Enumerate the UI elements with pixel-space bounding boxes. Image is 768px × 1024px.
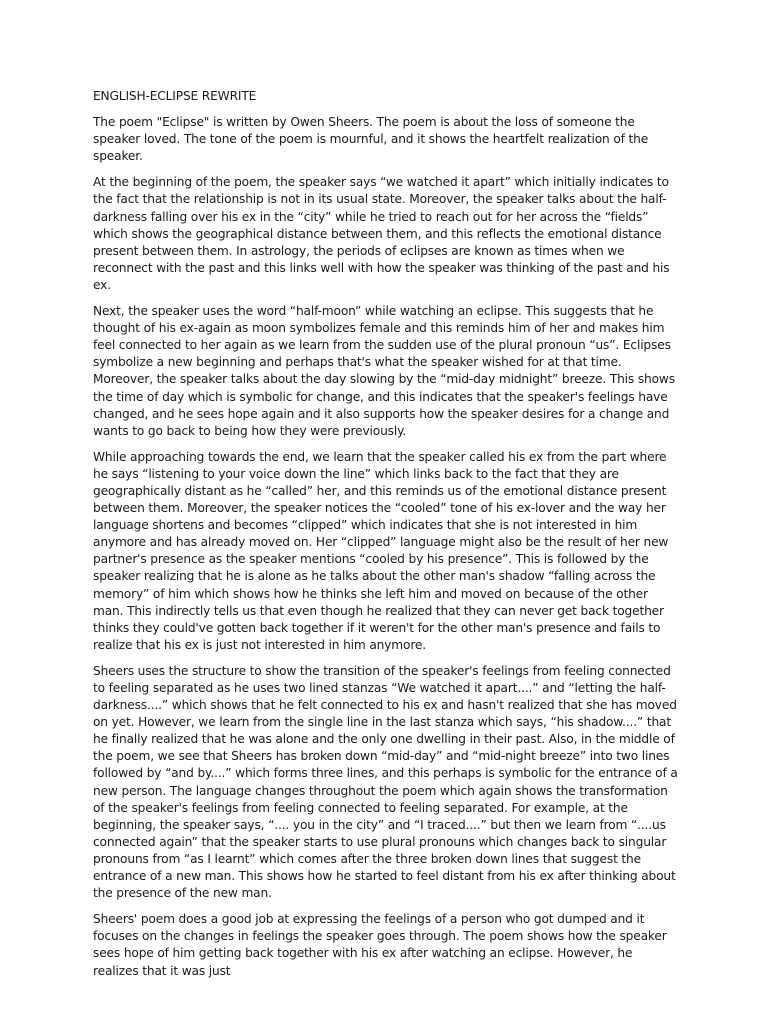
paragraph-ending-analysis: While approaching towards the end, we learn that the speaker called his ex from the part where he says “listening to your voice down the line” which links back to the fact that they are geographically distant as he “called” her, and this reminds us of the emotional distance present between them. Moreover, the speaker notices the “cooled” tone of his ex-lover and the way her language shortens and becomes “clipped” which indicates that she is not interested in him anymore and has already moved on. Her “clipped” language might also be the result of her new partner's presence as the speaker mentions “cooled by his presence”. This is followed by the speaker realizing that he is alone as he talks about the other man's shadow “falling across the memory” of him which shows how he thinks she left him and moved on because of the other man. This indirectly tells us that even though he realized that they can never get back together thinks they could've gotten back together if it weren't for the other man's presence and fails to realize that his ex is just not interested in him anymore. [93, 449, 669, 652]
document-body [93, 88, 679, 989]
paragraph-beginning-analysis: At the beginning of the poem, the speaker says “we watched it apart” which initially indicates to the fact that the relationship is not in its usual state. Moreover, the speaker talks about the half-darkness falling over his ex in the “city” while he tried to reach out for her across the “fields” which shows the geographical distance between them, and this reflects the emotional distance present between them. In astrology, the periods of eclipses are known as times when we reconnect with the past and this links well with how the speaker was thinking of the past and his ex. [93, 175, 670, 292]
paragraph-structure-analysis: Sheers uses the structure to show the transition of the speaker's feelings from feeling connected to feeling separated as he uses two lined stanzas “We watched it apart....” and “letting the half-darkness....” which shows that he felt connected to his ex and hasn't realized that she has moved on yet. However, we learn from the single line in the last stanza which says, “his shadow....” that he finally realized that he was alone and the only one dwelling in their past. Also, in the middle of the poem, we see that Sheers has broken down “mid-day” and “mid-night breeze” into two lines followed by “and by....” which forms three lines, and this perhaps is symbolic for the entrance of a new person. The language changes throughout the poem which again shows the transformation of the speaker's feelings from feeling connected to feeling separated. For example, at the beginning, the speaker says, “.... you in the city” and “I traced....” but then we learn from “....us connected again” that the speaker starts to use plural pronouns which changes back to singular pronouns from “as I learnt” which comes after the three broken down lines that suggest the entrance of a new man. This shows how he started to feel distant from his ex after thinking about the presence of the new man. [93, 663, 678, 901]
document-title: ENGLISH-ECLIPSE REWRITE [93, 89, 257, 103]
paragraph-conclusion: Sheers' poem does a good job at expressing the feelings of a person who got dumped and it focuses on the changes in feelings the speaker goes through. The poem shows how the speaker sees hope of him getting back together with his ex after watching an eclipse. However, he realizes that it was just [93, 912, 667, 978]
paragraph-introduction: The poem "Eclipse" is written by Owen Sheers. The poem is about the loss of someone the speaker loved. The tone of the poem is mournful, and it shows the heartfelt realization of the speaker. [93, 115, 649, 164]
paragraph-half-moon-analysis: Next, the speaker uses the word “half-moon” while watching an eclipse. This suggests that he thought of his ex-again as moon symbolizes female and this reminds him of her and makes him feel connected to her again as we learn from the sudden use of the plural pronoun “us”. Eclipses symbolize a new beginning and perhaps that's what the speaker wished for at that time. Moreover, the speaker talks about the day slowing by the “mid-day midnight” breeze. This shows the time of day which is symbolic for change, and this indicates that the speaker's feelings have changed, and he sees hope again and it also supports how the speaker desires for a change and wants to go back to being how they were previously. [93, 304, 675, 438]
